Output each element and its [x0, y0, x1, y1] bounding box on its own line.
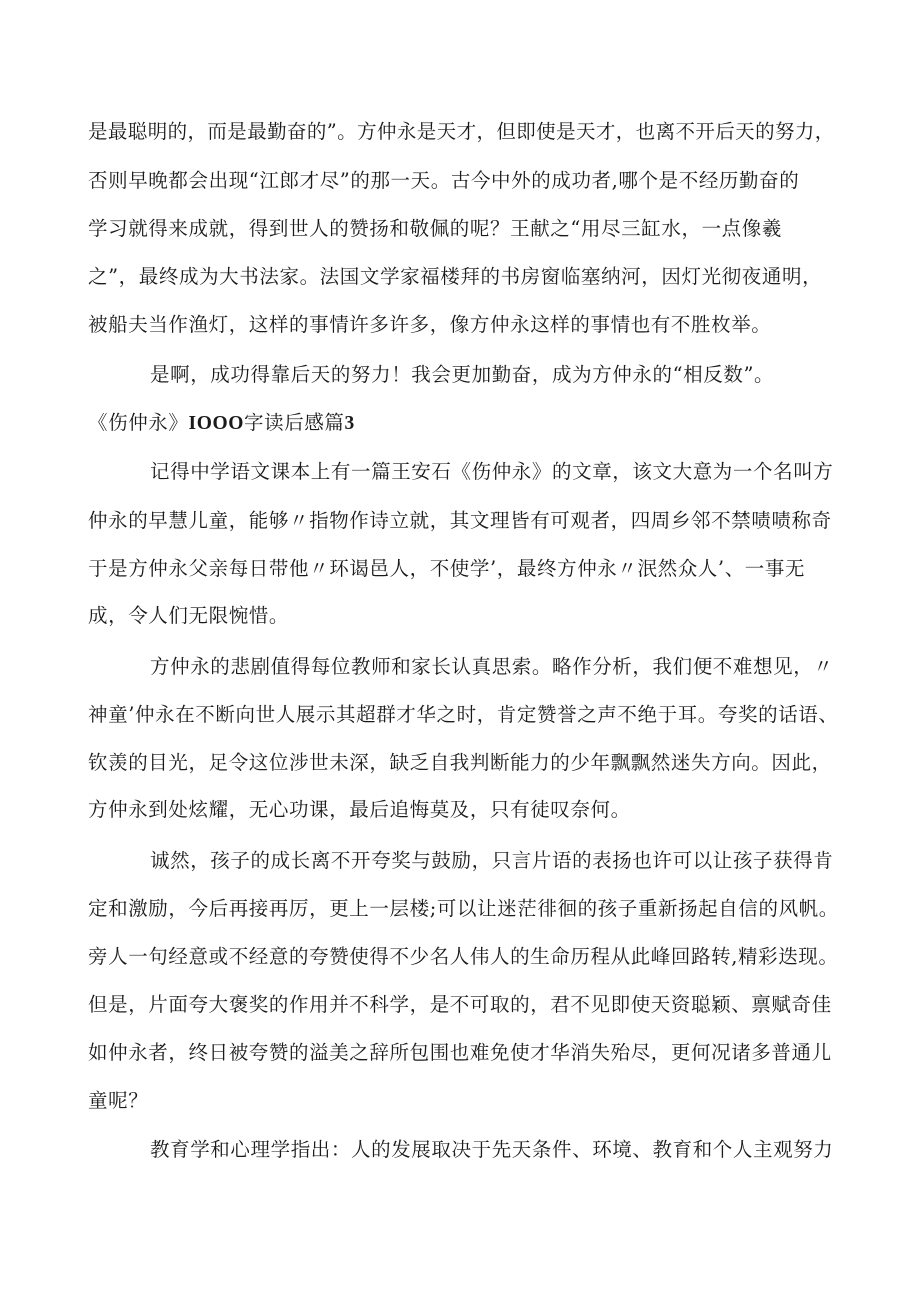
text-line: 童呢？	[88, 1089, 149, 1112]
text-line: 成，令人们无限惋惜。	[88, 604, 290, 627]
section-heading	[88, 410, 355, 437]
text-line: 是最聪明的，而是最勤奋的”。方仲永是天才，但即使是天才，也离不开后天的努力，	[88, 120, 835, 143]
text-line: 钦羡的目光，足令这位涉世未深，缺乏自我判断能力的少年飘飘然迷失方向。因此，	[88, 751, 832, 774]
text-line: 旁人一句经意或不经意的夸赞使得不少名人伟人的生命历程从此峰回路转,精彩迭现。	[88, 945, 839, 968]
text-line: 仲永的早慧儿童，能够〃指物作诗立就，其文理皆有可观者，四周乡邻不禁啧啧称奇	[88, 509, 832, 532]
text-line: 教育学和心理学指出：人的发展取决于先天条件、环境、教育和个人主观努力	[150, 1138, 834, 1161]
text-line: 之”，最终成为大书法家。法国文学家福楼拜的书房窗临塞纳河，因灯光彻夜通明，	[88, 265, 823, 288]
text-line: 神童’仲永在不断向世人展示其超群才华之时，肯定赞誉之声不绝于耳。夸奖的话语、	[88, 703, 839, 726]
heading-number: 3	[344, 413, 355, 434]
heading-title-prefix: 《伤仲永》	[88, 411, 189, 434]
text-line: 被船夫当作渔灯，这样的事情许多许多，像方仲永这样的事情也有不胜枚举。	[88, 313, 772, 336]
text-line: 于是方仲永父亲每日带他〃环谒邑人，不使学’，最终方仲永〃泯然众人’、一事无	[88, 557, 806, 580]
text-line: 如仲永者，终日被夸赞的溢美之辞所包围也难免使才华消失殆尽，更何况诸多普通儿	[88, 1041, 832, 1064]
text-line: 诚然，孩子的成长离不开夸奖与鼓励，只言片语的表扬也许可以让孩子获得肯	[150, 849, 834, 872]
text-line: 是啊，成功得靠后天的努力！我会更加勤奋，成为方仲永的“相反数”。	[150, 363, 775, 386]
text-line: 否则早晚都会出现“江郎才尽”的那一天。古今中外的成功者,哪个是不经历勤奋的	[88, 169, 800, 192]
heading-title-count: IOOO	[188, 413, 245, 434]
text-line: 方仲永的悲剧值得每位教师和家长认真思索。略作分析，我们便不难想见，〃	[150, 655, 834, 678]
text-line: 记得中学语文课本上有一篇王安石《伤仲永》的文章，该文大意为一个名叫方	[150, 460, 834, 483]
text-line: 但是，片面夸大褒奖的作用并不科学，是不可取的，君不见即使天资聪颖、禀赋奇佳	[88, 993, 832, 1016]
heading-title-middle: 字读后感篇	[244, 411, 345, 434]
text-line: 学习就得来成就，得到世人的赞扬和敬佩的呢？王献之“用尽三缸水，一点像羲	[88, 217, 782, 240]
text-line: 方仲永到处炫耀，无心功课，最后追悔莫及，只有徒叹奈何。	[88, 798, 631, 821]
text-line: 定和激励，今后再接再厉，更上一层楼;可以让迷茫徘徊的孩子重新扬起自信的风帆。	[88, 897, 839, 920]
